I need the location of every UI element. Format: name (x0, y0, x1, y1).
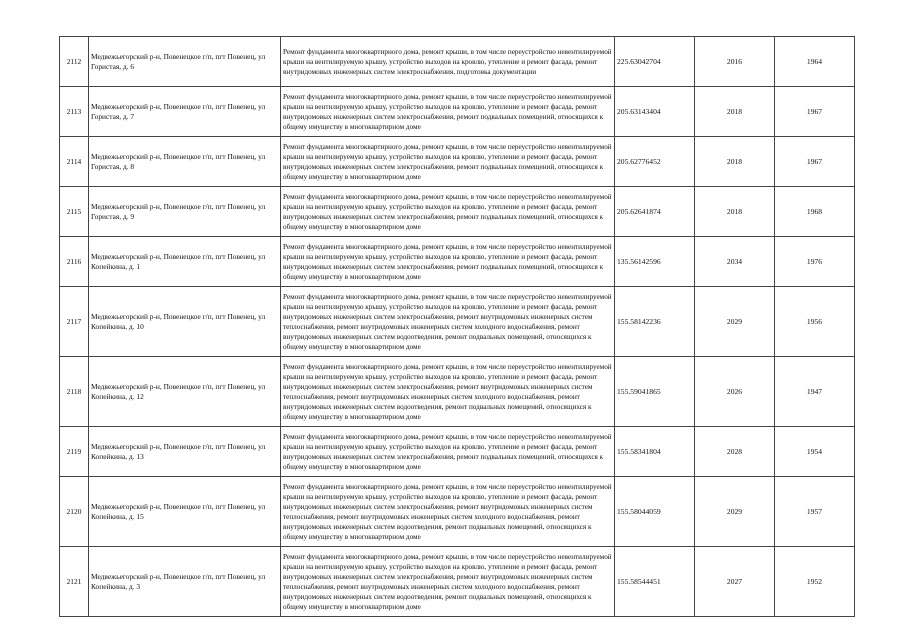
table-row (60, 547, 855, 617)
area-cell: 135.56142596 (615, 237, 695, 287)
repair-schedule-table (59, 36, 855, 617)
repair-year-cell: 2029 (695, 287, 775, 357)
row-number: 2118 (60, 357, 89, 427)
table-row (60, 427, 855, 477)
repair-year-cell: 2034 (695, 237, 775, 287)
table-row (60, 137, 855, 187)
works-cell: Ремонт фундамента многоквартирного дома, ремонт крыши, в том числе переустройство невентилируемой крыши на вентилируемую крышу, устройство выходов на кровлю, утепление и ремонт фасада, ремонт внутридомовых инженерных систем электроснабжения, ремонт внутридомовых инженерных систем теплоснабжения, ремонт внутридомовых инженерных систем холодного водоснабжения, ремонт внутридомовых инженерных систем водоотведения, ремонт подвальных помещений, относящихся к общему имуществу в многоквартирном доме (281, 357, 615, 427)
works-cell: Ремонт фундамента многоквартирного дома, ремонт крыши, в том числе переустройство невентилируемой крыши на вентилируемую крышу, устройство выходов на кровлю, утепление и ремонт фасада, ремонт внутридомовых инженерных систем электроснабжения, ремонт внутридомовых инженерных систем теплоснабжения, ремонт внутридомовых инженерных систем холодного водоснабжения, ремонт внутридомовых инженерных систем водоотведения, ремонт подвальных помещений, относящихся к общему имуществу в многоквартирном доме (281, 477, 615, 547)
repair-year-cell: 2016 (695, 37, 775, 87)
built-year-cell: 1976 (775, 237, 855, 287)
built-year-cell: 1957 (775, 477, 855, 547)
table-row (60, 37, 855, 87)
works-cell: Ремонт фундамента многоквартирного дома, ремонт крыши, в том числе переустройство невентилируемой крыши на вентилируемую крышу, устройство выходов на кровлю, утепление и ремонт фасада, ремонт внутридомовых инженерных систем электроснабжения, ремонт подвальных помещений, относящихся к общему имуществу в многоквартирном доме (281, 87, 615, 137)
repair-year-cell: 2029 (695, 477, 775, 547)
address-cell: Медвежьегорский р-н, Повенецкое г/п, пгт Повенец, ул Копейкина, д. 1 (89, 237, 281, 287)
area-cell: 155.58142236 (615, 287, 695, 357)
area-cell: 155.58341804 (615, 427, 695, 477)
built-year-cell: 1967 (775, 87, 855, 137)
works-cell: Ремонт фундамента многоквартирного дома, ремонт крыши, в том числе переустройство невентилируемой крыши на вентилируемую крышу, устройство выходов на кровлю, утепление и ремонт фасада, ремонт внутридомовых инженерных систем электроснабжения, ремонт подвальных помещений, относящихся к общему имуществу в многоквартирном доме (281, 137, 615, 187)
works-cell: Ремонт фундамента многоквартирного дома, ремонт крыши, в том числе переустройство невентилируемой крыши на вентилируемую крышу, устройство выходов на кровлю, утепление и ремонт фасада, ремонт внутридомовых инженерных систем электроснабжения, ремонт внутридомовых инженерных систем теплоснабжения, ремонт внутридомовых инженерных систем холодного водоснабжения, ремонт внутридомовых инженерных систем водоотведения, ремонт подвальных помещений, относящихся к общему имуществу в многоквартирном доме (281, 547, 615, 617)
built-year-cell: 1947 (775, 357, 855, 427)
table-row (60, 237, 855, 287)
repair-year-cell: 2018 (695, 137, 775, 187)
table-row (60, 187, 855, 237)
address-cell: Медвежьегорский р-н, Повенецкое г/п, пгт Повенец, ул Копейкина, д. 13 (89, 427, 281, 477)
area-cell: 205.62776452 (615, 137, 695, 187)
repair-year-cell: 2018 (695, 87, 775, 137)
works-cell: Ремонт фундамента многоквартирного дома, ремонт крыши, в том числе переустройство невентилируемой крыши на вентилируемую крышу, устройство выходов на кровлю, утепление и ремонт фасада, ремонт внутридомовых инженерных систем электроснабжения, ремонт подвальных помещений, относящихся к общему имуществу в многоквартирном доме (281, 237, 615, 287)
works-cell: Ремонт фундамента многоквартирного дома, ремонт крыши, в том числе переустройство невентилируемой крыши на вентилируемую крышу, устройство выходов на кровлю, утепление и ремонт фасада, ремонт внутридомовых инженерных систем электроснабжения, ремонт внутридомовых инженерных систем теплоснабжения, ремонт внутридомовых инженерных систем холодного водоснабжения, ремонт внутридомовых инженерных систем водоотведения, ремонт подвальных помещений, относящихся к общему имуществу в многоквартирном доме (281, 287, 615, 357)
address-cell: Медвежьегорский р-н, Повенецкое г/п, пгт Повенец, ул Гористая, д. 8 (89, 137, 281, 187)
row-number: 2113 (60, 87, 89, 137)
works-cell: Ремонт фундамента многоквартирного дома, ремонт крыши, в том числе переустройство невентилируемой крыши на вентилируемую крышу, устройство выходов на кровлю, утепление и ремонт фасада, ремонт внутридомовых инженерных систем электроснабжения, ремонт подвальных помещений, относящихся к общему имуществу в многоквартирном доме (281, 427, 615, 477)
address-cell: Медвежьегорский р-н, Повенецкое г/п, пгт Повенец, ул Копейкина, д. 12 (89, 357, 281, 427)
row-number: 2114 (60, 137, 89, 187)
built-year-cell: 1964 (775, 37, 855, 87)
area-cell: 155.59041865 (615, 357, 695, 427)
built-year-cell: 1954 (775, 427, 855, 477)
row-number: 2115 (60, 187, 89, 237)
built-year-cell: 1952 (775, 547, 855, 617)
area-cell: 205.63143404 (615, 87, 695, 137)
row-number: 2116 (60, 237, 89, 287)
built-year-cell: 1968 (775, 187, 855, 237)
repair-year-cell: 2018 (695, 187, 775, 237)
address-cell: Медвежьегорский р-н, Повенецкое г/п, пгт Повенец, ул Копейкина, д. 10 (89, 287, 281, 357)
row-number: 2117 (60, 287, 89, 357)
table-row (60, 357, 855, 427)
repair-year-cell: 2026 (695, 357, 775, 427)
address-cell: Медвежьегорский р-н, Повенецкое г/п, пгт Повенец, ул Гористая, д. 9 (89, 187, 281, 237)
address-cell: Медвежьегорский р-н, Повенецкое г/п, пгт Повенец, ул Гористая, д. 6 (89, 37, 281, 87)
repair-year-cell: 2028 (695, 427, 775, 477)
table-row (60, 287, 855, 357)
row-number: 2119 (60, 427, 89, 477)
repair-year-cell: 2027 (695, 547, 775, 617)
works-cell: Ремонт фундамента многоквартирного дома, ремонт крыши, в том числе переустройство невентилируемой крыши на вентилируемую крышу, устройство выходов на кровлю, утепление и ремонт фасада, ремонт внутридомовых инженерных систем электроснабжения, подготовка документации (281, 37, 615, 87)
area-cell: 205.62641874 (615, 187, 695, 237)
area-cell: 155.58044059 (615, 477, 695, 547)
table-row (60, 477, 855, 547)
address-cell: Медвежьегорский р-н, Повенецкое г/п, пгт Повенец, ул Копейкина, д. 15 (89, 477, 281, 547)
built-year-cell: 1967 (775, 137, 855, 187)
area-cell: 155.58544451 (615, 547, 695, 617)
built-year-cell: 1956 (775, 287, 855, 357)
address-cell: Медвежьегорский р-н, Повенецкое г/п, пгт Повенец, ул Гористая, д. 7 (89, 87, 281, 137)
works-cell: Ремонт фундамента многоквартирного дома, ремонт крыши, в том числе переустройство невентилируемой крыши на вентилируемую крышу, устройство выходов на кровлю, утепление и ремонт фасада, ремонт внутридомовых инженерных систем электроснабжения, ремонт подвальных помещений, относящихся к общему имуществу в многоквартирном доме (281, 187, 615, 237)
row-number: 2112 (60, 37, 89, 87)
address-cell: Медвежьегорский р-н, Повенецкое г/п, пгт Повенец, ул Копейкина, д. 3 (89, 547, 281, 617)
row-number: 2120 (60, 477, 89, 547)
row-number: 2121 (60, 547, 89, 617)
table-row (60, 87, 855, 137)
area-cell: 225.63042704 (615, 37, 695, 87)
